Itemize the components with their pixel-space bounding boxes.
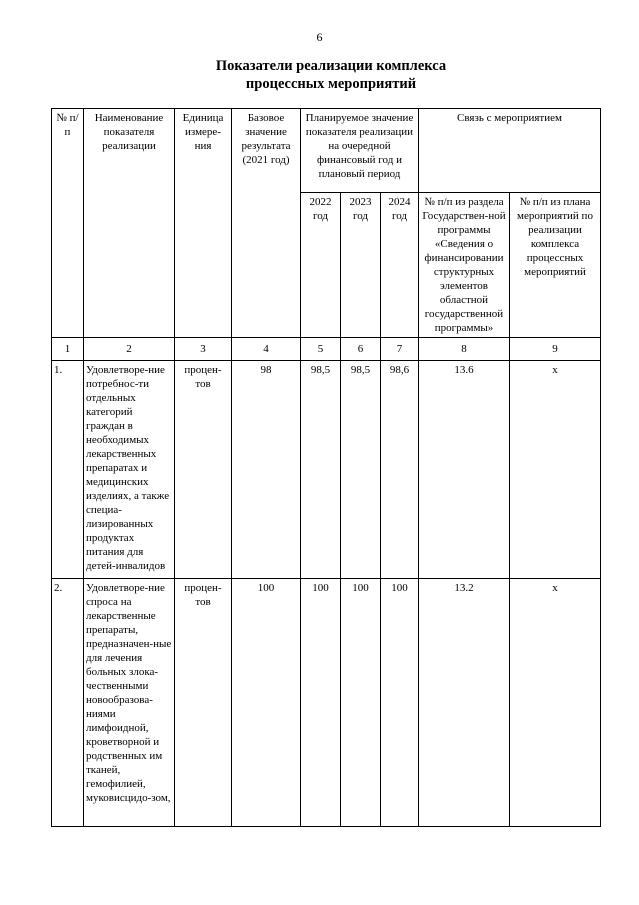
col-number: 4 <box>232 338 301 361</box>
document-title <box>0 57 639 93</box>
table-row <box>52 361 601 579</box>
col-number: 9 <box>510 338 601 361</box>
row-num: 1. <box>52 361 84 579</box>
row-link-plan: х <box>510 579 601 827</box>
header-base: Базовое значение результата (2021 год) <box>232 109 301 338</box>
row-num: 2. <box>52 579 84 827</box>
header-2022: 2022 год <box>301 193 341 338</box>
header-num: № п/п <box>52 109 84 338</box>
page-number: 6 <box>316 30 323 44</box>
header-link-state: № п/п из раздела Государствен-ной программы «Сведения о финансировании структурных элементов областной государственной программы» <box>419 193 510 338</box>
row-unit: процен-тов <box>175 361 232 579</box>
header-2024: 2024 год <box>381 193 419 338</box>
header-row-1 <box>52 109 601 193</box>
col-number: 3 <box>175 338 232 361</box>
row-name: Удовлетворе-ние спроса на лекарственные препараты, предназначен-ные для лечения больных злока-чественными новообразова-ниями лимфоидной, кроветворной и родственных им тканей, гемофилией, муковисцидо-зом, <box>84 579 175 827</box>
row-2023: 98,5 <box>341 361 381 579</box>
title-line-1: Показатели реализации комплекса <box>215 58 447 74</box>
col-number: 8 <box>419 338 510 361</box>
row-name: Удовлетворе-ние потребнос-ти отдельных категорий граждан в необходимых лекарственных препаратах и медицинских изделиях, а также специа-лизированных продуктах питания для детей-инвалидов <box>84 361 175 579</box>
col-number: 7 <box>381 338 419 361</box>
row-2024: 100 <box>381 579 419 827</box>
header-name: Наименование показателя реализации <box>84 109 175 338</box>
col-number: 2 <box>84 338 175 361</box>
row-link-state: 13.6 <box>419 361 510 579</box>
row-unit: процен-тов <box>175 579 232 827</box>
header-2023: 2023 год <box>341 193 381 338</box>
row-link-state: 13.2 <box>419 579 510 827</box>
row-2022: 98,5 <box>301 361 341 579</box>
indicators-table <box>51 108 601 827</box>
title-line-2: процессных мероприятий <box>245 76 417 92</box>
col-number: 6 <box>341 338 381 361</box>
table-row <box>52 579 601 827</box>
row-2024: 98,6 <box>381 361 419 579</box>
row-base: 100 <box>232 579 301 827</box>
header-planned: Планируемое значение показателя реализации на очередной финансовый год и плановый период <box>301 109 419 193</box>
row-base: 98 <box>232 361 301 579</box>
col-number: 5 <box>301 338 341 361</box>
header-link-plan: № п/п из плана мероприятий по реализации комплекса процессных мероприятий <box>510 193 601 338</box>
col-number: 1 <box>52 338 84 361</box>
row-2023: 100 <box>341 579 381 827</box>
row-2022: 100 <box>301 579 341 827</box>
column-number-row <box>52 338 601 361</box>
row-link-plan: х <box>510 361 601 579</box>
header-link: Связь с мероприятием <box>419 109 601 193</box>
header-unit: Единица измере-ния <box>175 109 232 338</box>
